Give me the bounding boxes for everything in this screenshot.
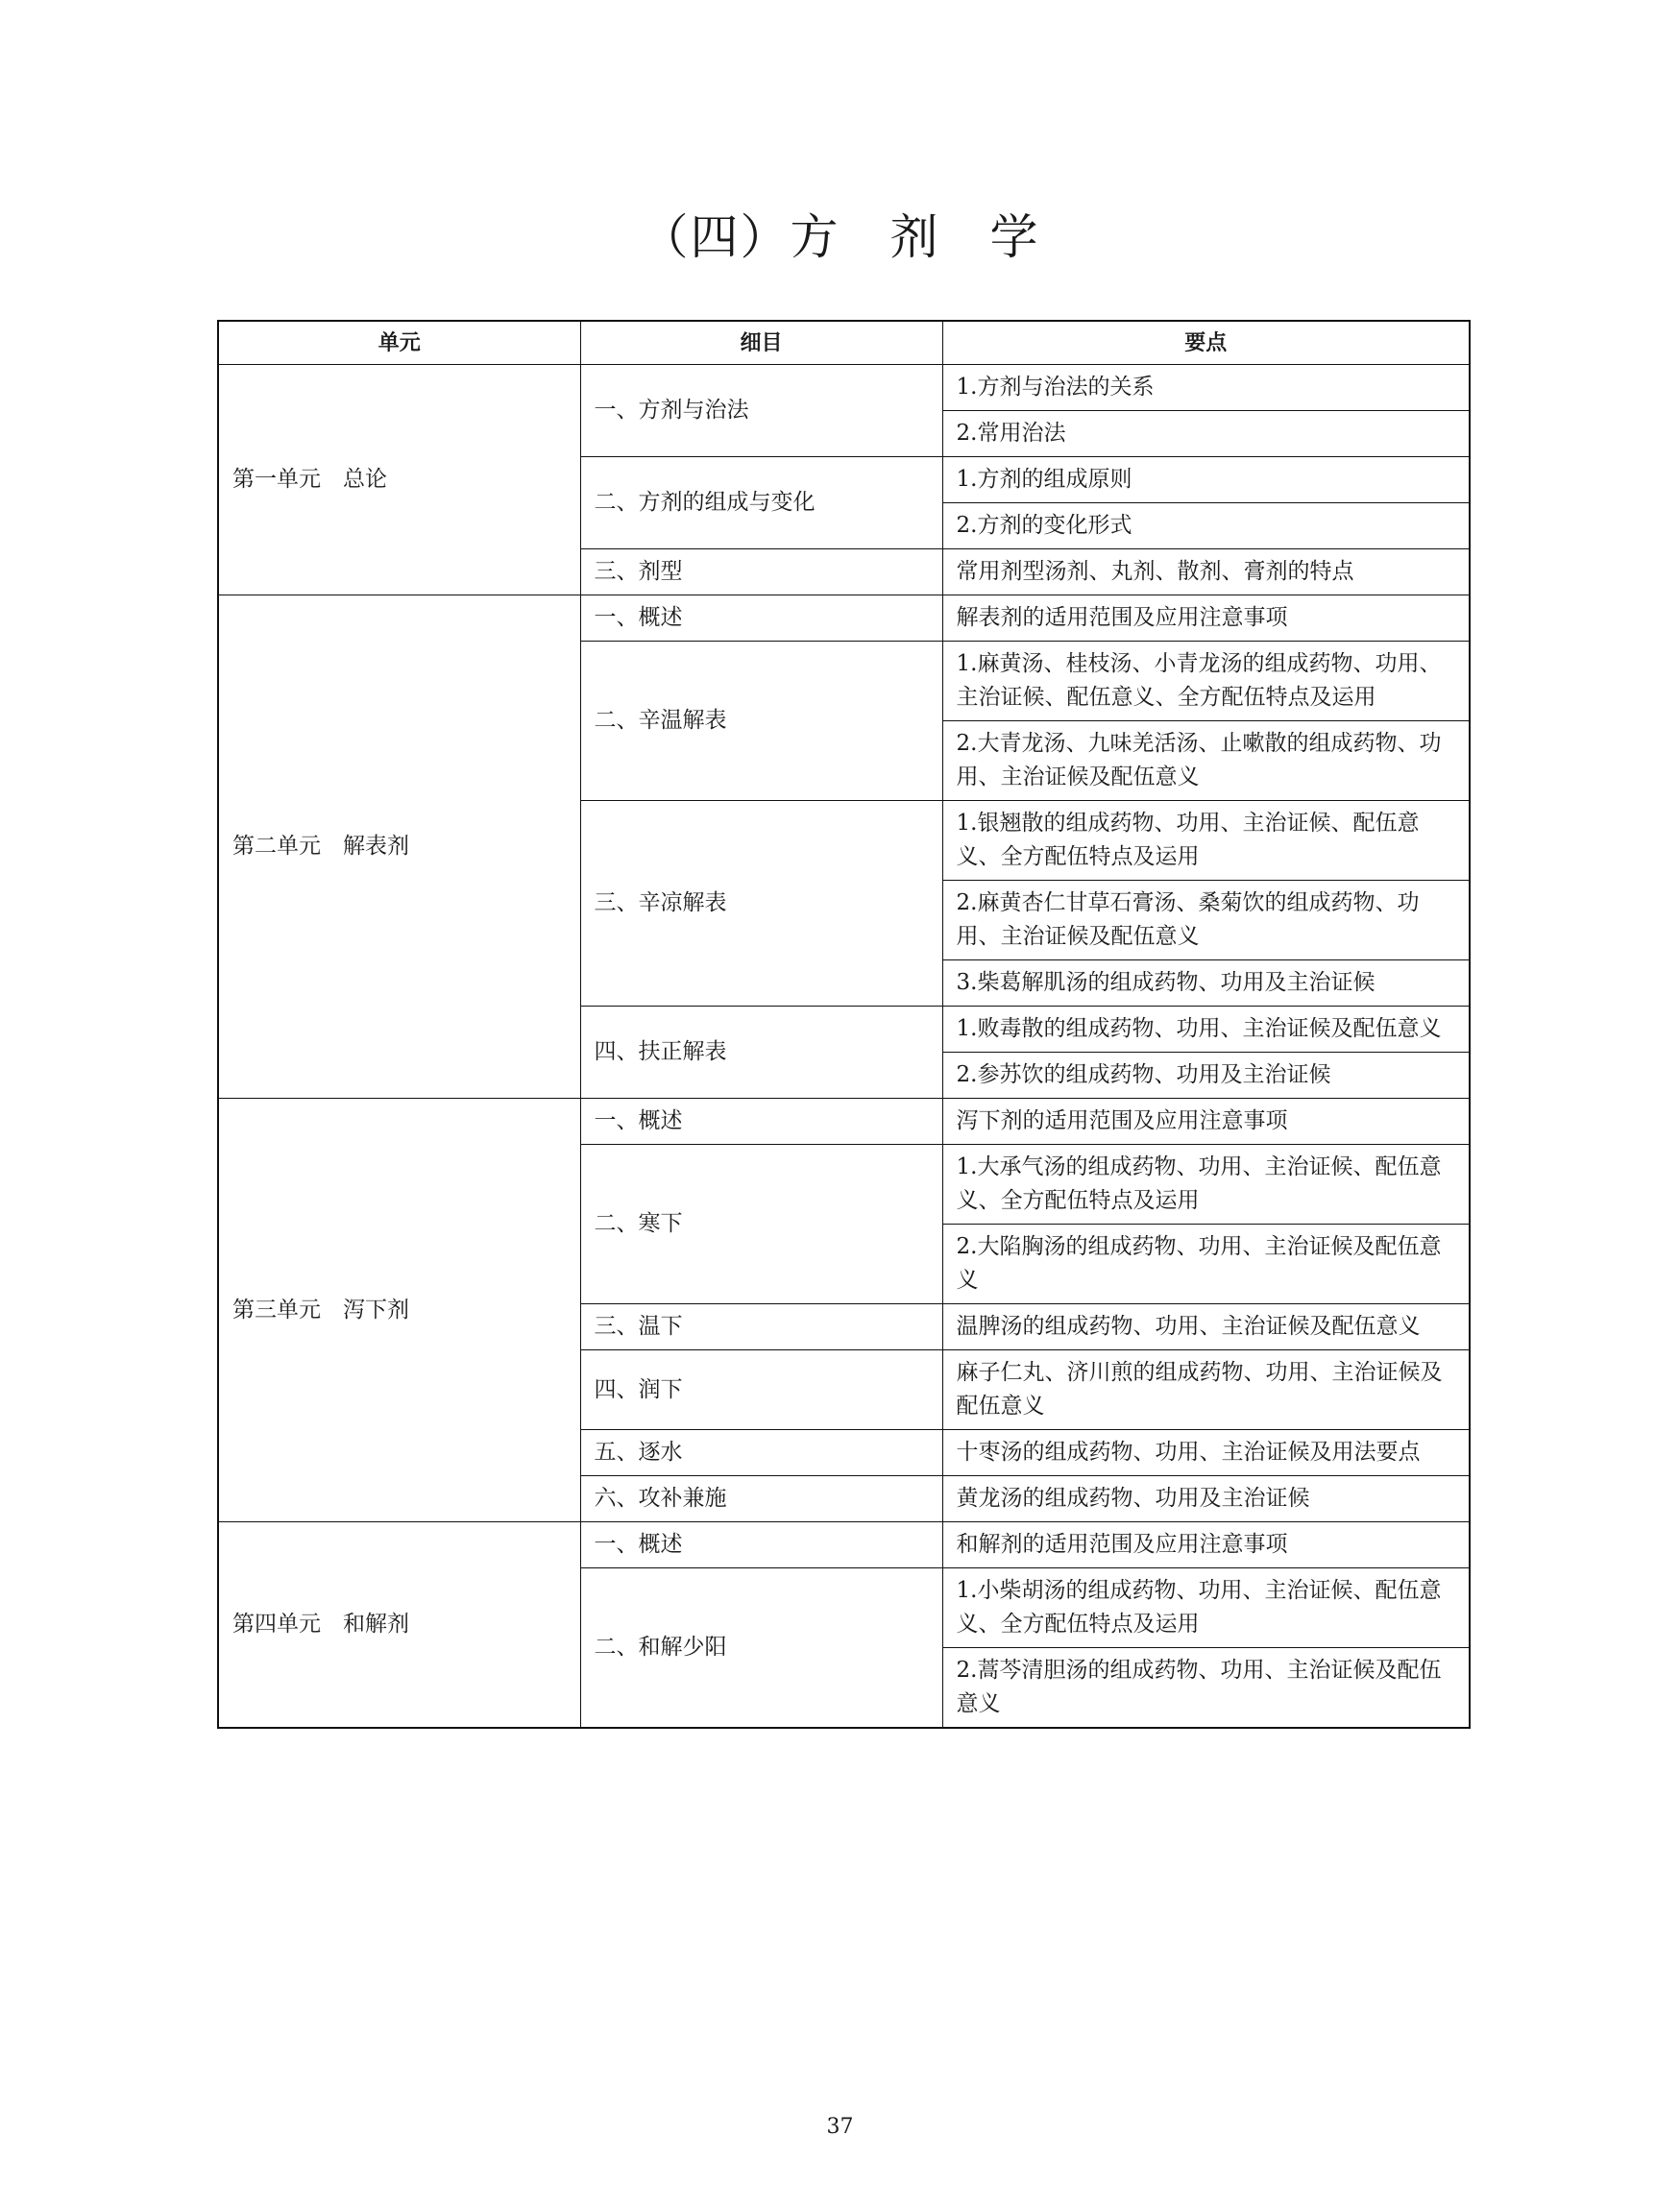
detail-cell: 二、辛温解表 (580, 642, 942, 801)
unit-cell: 第四单元 和解剂 (218, 1522, 580, 1729)
unit-cell: 第三单元 泻下剂 (218, 1099, 580, 1522)
table-row (218, 1522, 1470, 1568)
header-point: 要点 (942, 321, 1470, 365)
point-cell: 2.大青龙汤、九味羌活汤、止嗽散的组成药物、功用、主治证候及配伍意义 (942, 721, 1470, 801)
point-cell: 麻子仁丸、济川煎的组成药物、功用、主治证候及配伍意义 (942, 1350, 1470, 1430)
point-cell: 和解剂的适用范围及应用注意事项 (942, 1522, 1470, 1568)
point-cell: 解表剂的适用范围及应用注意事项 (942, 595, 1470, 642)
detail-cell: 四、扶正解表 (580, 1007, 942, 1099)
point-cell: 1.银翘散的组成药物、功用、主治证候、配伍意义、全方配伍特点及运用 (942, 801, 1470, 881)
point-cell: 1.败毒散的组成药物、功用、主治证候及配伍意义 (942, 1007, 1470, 1053)
page-title: （四）方 剂 学 (640, 209, 1040, 265)
table-row (218, 1099, 1470, 1145)
unit-cell: 第二单元 解表剂 (218, 595, 580, 1099)
point-cell: 温脾汤的组成药物、功用、主治证候及配伍意义 (942, 1304, 1470, 1350)
detail-cell: 一、概述 (580, 595, 942, 642)
syllabus-table (217, 320, 1471, 1729)
point-cell: 1.麻黄汤、桂枝汤、小青龙汤的组成药物、功用、主治证候、配伍意义、全方配伍特点及运用 (942, 642, 1470, 721)
table-row (218, 595, 1470, 642)
point-cell: 十枣汤的组成药物、功用、主治证候及用法要点 (942, 1430, 1470, 1476)
point-cell: 常用剂型汤剂、丸剂、散剂、膏剂的特点 (942, 549, 1470, 595)
point-cell: 1.方剂的组成原则 (942, 457, 1470, 503)
point-cell: 黄龙汤的组成药物、功用及主治证候 (942, 1476, 1470, 1522)
point-cell: 2.常用治法 (942, 411, 1470, 457)
detail-cell: 六、攻补兼施 (580, 1476, 942, 1522)
detail-cell: 三、辛凉解表 (580, 801, 942, 1007)
detail-cell: 二、寒下 (580, 1145, 942, 1304)
detail-cell: 二、和解少阳 (580, 1568, 942, 1729)
detail-cell: 四、润下 (580, 1350, 942, 1430)
point-cell: 2.麻黄杏仁甘草石膏汤、桑菊饮的组成药物、功用、主治证候及配伍意义 (942, 881, 1470, 960)
point-cell: 1.方剂与治法的关系 (942, 365, 1470, 411)
point-cell: 2.大陷胸汤的组成药物、功用、主治证候及配伍意义 (942, 1225, 1470, 1304)
table-header-row (218, 321, 1470, 365)
syllabus-body (218, 365, 1470, 1729)
detail-cell: 三、剂型 (580, 549, 942, 595)
header-detail: 细目 (580, 321, 942, 365)
unit-cell: 第一单元 总论 (218, 365, 580, 595)
point-cell: 泻下剂的适用范围及应用注意事项 (942, 1099, 1470, 1145)
header-unit: 单元 (218, 321, 580, 365)
table-row (218, 365, 1470, 411)
detail-cell: 一、概述 (580, 1522, 942, 1568)
page-number: 37 (826, 2115, 854, 2139)
detail-cell: 一、概述 (580, 1099, 942, 1145)
detail-cell: 五、逐水 (580, 1430, 942, 1476)
detail-cell: 三、温下 (580, 1304, 942, 1350)
point-cell: 2.蒿芩清胆汤的组成药物、功用、主治证候及配伍意义 (942, 1648, 1470, 1729)
point-cell: 2.参苏饮的组成药物、功用及主治证候 (942, 1053, 1470, 1099)
point-cell: 3.柴葛解肌汤的组成药物、功用及主治证候 (942, 960, 1470, 1007)
detail-cell: 一、方剂与治法 (580, 365, 942, 457)
point-cell: 2.方剂的变化形式 (942, 503, 1470, 549)
point-cell: 1.大承气汤的组成药物、功用、主治证候、配伍意义、全方配伍特点及运用 (942, 1145, 1470, 1225)
point-cell: 1.小柴胡汤的组成药物、功用、主治证候、配伍意义、全方配伍特点及运用 (942, 1568, 1470, 1648)
detail-cell: 二、方剂的组成与变化 (580, 457, 942, 549)
